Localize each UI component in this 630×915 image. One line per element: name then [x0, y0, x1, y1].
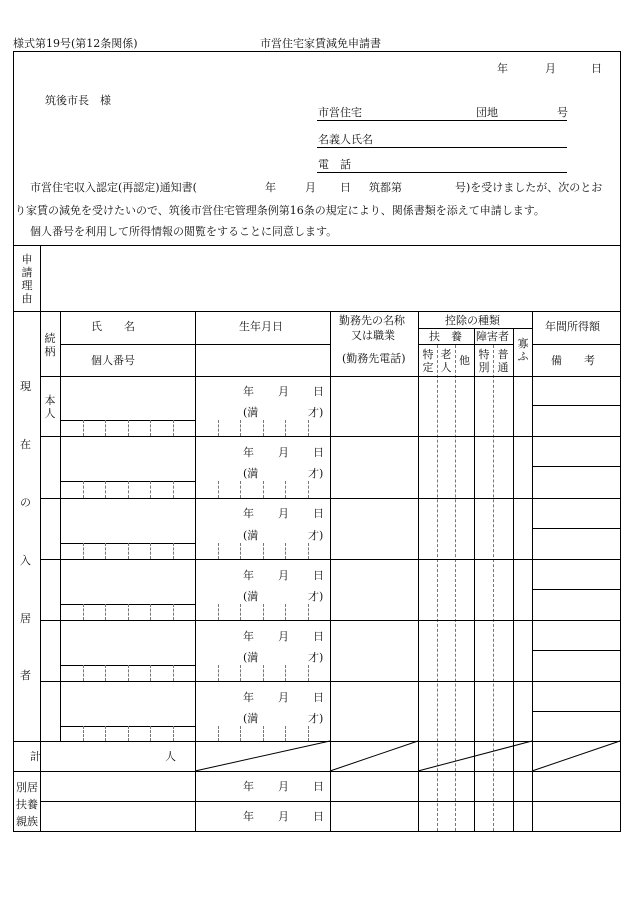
mynumber-digit-divider: [308, 726, 309, 741]
elderly-header: 老 人: [440, 348, 452, 374]
mynumber-digit-divider: [263, 481, 264, 498]
mynumber-digit-divider: [150, 420, 151, 436]
special-header: 特 定: [422, 348, 434, 374]
diag-birth: [195, 741, 330, 771]
mynumber-digit-divider: [218, 420, 219, 436]
mynumber-digit-divider: [128, 665, 129, 681]
side-label-2: 在: [20, 438, 31, 451]
mynumber-digit-divider: [218, 665, 219, 681]
row4-birth-month: 月: [278, 569, 289, 582]
col-line-40: [40, 245, 41, 831]
body-line1-chikuto: 筑都第: [369, 181, 402, 194]
row1-income-line: [532, 405, 621, 406]
separate-mid-line: [40, 801, 621, 802]
row3-age-close: 才): [308, 529, 324, 542]
col-line-418: [418, 311, 419, 831]
row5-age-open: (満: [243, 651, 259, 664]
mynumber-digit-divider: [105, 420, 106, 436]
housing-label: 市営住宅: [318, 106, 362, 119]
row5-birth-day: 日: [313, 630, 324, 643]
col-line-195: [195, 311, 196, 831]
col-line-532: [532, 311, 533, 831]
row6-age-close: 才): [308, 712, 324, 725]
row5-birth-month: 月: [278, 630, 289, 643]
row6-birth-day: 日: [313, 691, 324, 704]
row5-income-line: [532, 650, 621, 651]
row4-birth-day: 日: [313, 569, 324, 582]
row1-age-close: 才): [308, 406, 324, 419]
sep2-birth-day: 日: [313, 810, 324, 823]
col-line-330: [330, 311, 331, 831]
mynumber-digit-divider: [263, 604, 264, 620]
mynumber-digit-divider: [173, 726, 174, 741]
sep1-birth-day: 日: [313, 780, 324, 793]
side-label-4: 入: [20, 554, 31, 567]
row6-bottom-line: [13, 741, 621, 742]
mynumber-digit-divider: [105, 665, 106, 681]
mynumber-digit-divider: [173, 604, 174, 620]
total-bottom-line: [13, 771, 621, 772]
row6-income-line: [532, 711, 621, 712]
name-underline[interactable]: [317, 147, 567, 148]
mynumber-digit-divider: [105, 543, 106, 559]
mynumber-digit-divider: [173, 420, 174, 436]
mynumber-digit-divider: [128, 420, 129, 436]
row2-birth-month: 月: [278, 446, 289, 459]
mynumber-digit-divider: [240, 604, 241, 620]
diag-deduction: [418, 741, 532, 771]
total-label: 計: [30, 750, 41, 763]
mynumber-digit-divider: [263, 665, 264, 681]
row1-bottom-line: [40, 436, 621, 437]
mynumber-digit-divider: [308, 604, 309, 620]
income-header-mid-line: [532, 344, 621, 345]
phone-underline[interactable]: [317, 172, 567, 173]
row5-birth-year: 年: [243, 630, 254, 643]
mynumber-digit-divider: [218, 726, 219, 741]
mynumber-digit-divider: [263, 420, 264, 436]
mynumber-digit-divider: [308, 420, 309, 436]
mynumber-digit-divider: [285, 481, 286, 498]
mynumber-digit-divider: [150, 481, 151, 498]
dependent-header: 扶 養: [429, 330, 462, 343]
mynumber-digit-divider: [263, 726, 264, 741]
row3-income-line: [532, 528, 621, 529]
work-header-1: 勤務先の名称: [339, 314, 405, 327]
disabled-normal-header: 普 通: [497, 348, 509, 374]
mynumber-digit-divider: [173, 665, 174, 681]
row4-birth-year: 年: [243, 569, 254, 582]
table-top-line: [13, 311, 621, 312]
mynumber-digit-divider: [240, 420, 241, 436]
row3-age-open: (満: [243, 529, 259, 542]
form-title: 市営住宅家賃減免申請書: [260, 37, 381, 50]
body-line1-b: 号)を受けましたが、次のとお: [455, 181, 603, 194]
disabled-header: 障害者: [476, 330, 509, 343]
widow-header: 寡 ふ: [517, 337, 529, 363]
reason-field[interactable]: [41, 246, 620, 310]
row1-birth-day: 日: [313, 385, 324, 398]
row1-birth-year: 年: [243, 385, 254, 398]
mynumber-digit-divider: [83, 543, 84, 559]
col-line-474: [474, 328, 475, 831]
row6-birth-month: 月: [278, 691, 289, 704]
mynumber-digit-divider: [240, 726, 241, 741]
body-line1-a: 市営住宅収入認定(再認定)通知書(: [30, 181, 197, 194]
other-header: 他: [459, 354, 470, 367]
row6-birth-year: 年: [243, 691, 254, 704]
mynumber-digit-divider: [285, 665, 286, 681]
mynumber-digit-divider: [173, 543, 174, 559]
col-line-513: [513, 328, 514, 831]
mynumber-digit-divider: [105, 481, 106, 498]
reason-label: 申 請 理 由: [21, 253, 33, 305]
row3-birth-day: 日: [313, 507, 324, 520]
sep1-birth-year: 年: [243, 780, 254, 793]
row5-bottom-line: [40, 681, 621, 682]
disabled-special-header: 特 別: [478, 348, 490, 374]
deduction-sub-line: [418, 328, 532, 329]
mynumber-digit-divider: [218, 604, 219, 620]
diag-work: [330, 741, 418, 771]
body-line3: 個人番号を利用して所得情報の閲覧をすることに同意します。: [30, 225, 338, 238]
mynumber-digit-divider: [150, 665, 151, 681]
row3-bottom-line: [40, 559, 621, 560]
deduction-header: 控除の種類: [445, 314, 500, 327]
addressee: 筑後市長 様: [45, 94, 111, 107]
body-line1-month: 月: [305, 181, 316, 194]
row4-age-open: (満: [243, 590, 259, 603]
mynumber-digit-divider: [128, 481, 129, 498]
name-header: 氏 名: [91, 320, 135, 333]
row1-age-open: (満: [243, 406, 259, 419]
frame-left: [13, 51, 14, 832]
body-line1-day: 日: [340, 181, 351, 194]
go-label: 号: [557, 106, 568, 119]
mynumber-digit-divider: [83, 665, 84, 681]
relation-header: 続 柄: [44, 332, 56, 358]
mynumber-digit-divider: [240, 543, 241, 559]
mynumber-digit-divider: [150, 604, 151, 620]
mynumber-digit-divider: [128, 604, 129, 620]
side-label-6: 者: [20, 669, 31, 682]
date-month: 月: [545, 62, 556, 75]
row2-birth-year: 年: [243, 446, 254, 459]
sep1-birth-month: 月: [278, 780, 289, 793]
date-year: 年: [497, 62, 508, 75]
sep2-birth-month: 月: [278, 810, 289, 823]
body-line1-year: 年: [265, 181, 276, 194]
frame-top: [13, 51, 621, 52]
mynumber-digit-divider: [128, 543, 129, 559]
birth-header: 生年月日: [239, 320, 283, 333]
row2-income-line: [532, 466, 621, 467]
separate-label: 別居 扶養 親族: [16, 781, 38, 828]
row1-birth-month: 月: [278, 385, 289, 398]
form-number: 様式第19号(第12条関係): [13, 37, 138, 50]
deduction-sub-line-2: [418, 344, 513, 345]
side-label-1: 現: [20, 380, 31, 393]
mynumber-digit-divider: [285, 420, 286, 436]
mynumber-digit-divider: [83, 420, 84, 436]
row2-birth-day: 日: [313, 446, 324, 459]
diag-income: [532, 741, 620, 771]
mynumber-digit-divider: [150, 543, 151, 559]
mynumber-digit-divider: [173, 481, 174, 498]
remarks-header: 備 考: [551, 354, 595, 367]
income-header: 年間所得額: [545, 320, 600, 333]
name-header-mid-line: [60, 344, 330, 345]
row2-bottom-line: [40, 498, 621, 499]
mynumber-digit-divider: [128, 726, 129, 741]
body-line2: り家賃の減免を受けたいので、筑後市営住宅管理条例第16条の規定により、関係書類を添えて申請します。: [15, 204, 545, 217]
mynumber-digit-divider: [218, 543, 219, 559]
row6-age-open: (満: [243, 712, 259, 725]
frame-bottom: [13, 831, 621, 832]
persons-label: 人: [165, 750, 176, 763]
side-label-5: 居: [20, 612, 31, 625]
mynumber-digit-divider: [83, 726, 84, 741]
mynumber-digit-divider: [285, 726, 286, 741]
dash-col-455: [455, 345, 456, 831]
mynumber-digit-divider: [285, 604, 286, 620]
row2-age-open: (満: [243, 467, 259, 480]
header-bottom-line: [40, 376, 621, 377]
row3-birth-year: 年: [243, 507, 254, 520]
mynumber-digit-divider: [263, 543, 264, 559]
mynumber-digit-divider: [150, 726, 151, 741]
name-label: 名義人氏名: [318, 133, 373, 146]
row3-birth-month: 月: [278, 507, 289, 520]
self-label: 本 人: [44, 394, 56, 420]
sep2-birth-year: 年: [243, 810, 254, 823]
mynumber-digit-divider: [285, 543, 286, 559]
mynumber-digit-divider: [240, 665, 241, 681]
mynumber-digit-divider: [218, 481, 219, 498]
mynumber-digit-divider: [105, 726, 106, 741]
row4-age-close: 才): [308, 590, 324, 603]
mynumber-digit-divider: [83, 604, 84, 620]
row4-bottom-line: [40, 620, 621, 621]
mynumber-header: 個人番号: [91, 354, 135, 367]
mynumber-digit-divider: [308, 665, 309, 681]
mynumber-digit-divider: [105, 604, 106, 620]
side-label-3: の: [20, 496, 31, 509]
mynumber-digit-divider: [308, 543, 309, 559]
work-header-2: 又は職業: [351, 329, 395, 342]
row2-age-close: 才): [308, 467, 324, 480]
mynumber-digit-divider: [240, 481, 241, 498]
housing-underline[interactable]: [317, 120, 567, 121]
dash-col-437: [437, 345, 438, 831]
row4-income-line: [532, 589, 621, 590]
mynumber-digit-divider: [308, 481, 309, 498]
date-day: 日: [591, 62, 602, 75]
frame-right: [620, 51, 621, 832]
mynumber-digit-divider: [83, 481, 84, 498]
dash-col-493: [493, 345, 494, 831]
row5-age-close: 才): [308, 651, 324, 664]
phone-label: 電 話: [318, 158, 351, 171]
work-phone-header: (勤務先電話): [342, 352, 406, 365]
danchi-label: 団地: [476, 106, 498, 119]
